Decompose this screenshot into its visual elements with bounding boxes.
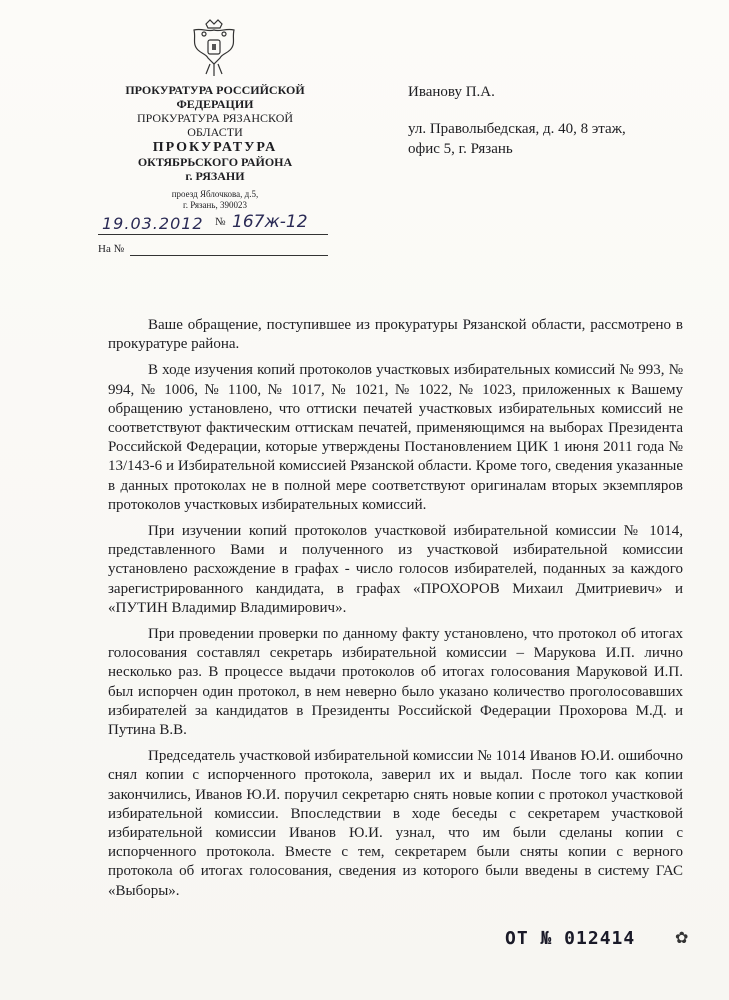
org-address-2: г. Рязань, 390023 bbox=[183, 200, 247, 210]
handwritten-date: 19.03.2012 bbox=[102, 214, 204, 233]
serial-number: ОТ № 012414 bbox=[505, 928, 636, 949]
paragraph-1: Ваше обращение, поступившее из прокуратуры Рязанской области, рассмотрено в прокуратуре района. bbox=[108, 317, 683, 353]
coat-of-arms-icon bbox=[188, 18, 240, 78]
addressee-address-2: офис 5, г. Рязань bbox=[408, 141, 513, 157]
addressee-name: Иванову П.А. bbox=[408, 84, 495, 100]
reference-underline bbox=[130, 255, 328, 256]
handwritten-number: 167ж-12 bbox=[232, 212, 308, 232]
organization-header bbox=[100, 83, 330, 211]
number-label: № bbox=[215, 216, 226, 228]
addressee-address-1: ул. Праволыбедская, д. 40, 8 этаж, bbox=[408, 121, 626, 137]
paragraph-2: В ходе изучения копий протоколов участковых избирательных комиссий № 993, № 994, № 1006, № 1100, № 1017, № 1021, № 1022, № 1023, приложенных к Вашему обращению установлено, что оттиски печатей участковых избирательных комиссий не соответствуют фактическим оттискам печатей, применяющимся на выборах Президента Российской Федерации, которые утверждены Постановлением ЦИК 1 июня 2011 года № 13/143-6 и Избирательной комиссией Рязанской области. Кроме того, сведения указанные в данных протоколах не в полной мере соответствуют оригиналам вторых экземпляров протоколов участковых избирательных комиссий. bbox=[108, 362, 683, 513]
date-underline bbox=[98, 234, 328, 235]
paragraph-5: Председатель участковой избирательной комиссии № 1014 Иванов Ю.И. ошибочно снял копии с испорченного протокола, заверил их и выдал. После того как копии закончились, Иванов Ю.И. поручил секретарю снять новые копии с протокол участковой избирательной комиссии. Впоследствии в ходе беседы с секретарем участковой избирательной комиссии Иванов Ю.И. узнал, что им были сделаны копии с испорченного протокола. Вместе с тем, секретарем были сняты копии с верного протокола об итогах голосования, сведения из которого были введены в систему ГАС «Выборы». bbox=[108, 748, 683, 899]
flower-ornament-icon: ✿ bbox=[675, 930, 689, 947]
org-line-5: ПРОКУРАТУРА bbox=[152, 140, 278, 155]
reference-label: На № bbox=[98, 243, 125, 255]
letter-body bbox=[108, 316, 683, 908]
org-line-2: ФЕДЕРАЦИИ bbox=[176, 97, 254, 111]
org-line-1: ПРОКУРАТУРА РОССИЙСКОЙ bbox=[125, 83, 305, 97]
addressee-block bbox=[408, 82, 626, 159]
org-line-4: ОБЛАСТИ bbox=[187, 125, 243, 139]
org-address-1: проезд Яблочкова, д.5, bbox=[171, 189, 259, 199]
paragraph-3: При изучении копий протоколов участковой избирательной комиссии № 1014, представленного Вами и полученного из участковой избирательной комиссии установлено расхождение в графах - число голосов избирателей, поданных за каждого зарегистрированного кандидата, в графах «ПРОХОРОВ Михаил Дмитриевич» и «ПУТИН Владимир Владимирович». bbox=[108, 523, 683, 616]
paragraph-4: При проведении проверки по данному факту установлено, что протокол об итогах голосования составлял секретарь избирательной комиссии – Марукова И.П. лично несколько раз. В процессе выдачи протоколов об итогах голосования Маруковой И.П. был испорчен один протокол, в нем неверно было указано количество проголосовавших избирателей за кандидатов в Президенты Российской Федерации Прохорова М.Д. и Путина В.В. bbox=[108, 626, 683, 739]
org-line-7: г. РЯЗАНИ bbox=[185, 169, 245, 183]
org-line-3: ПРОКУРАТУРА РЯЗАНСКОЙ bbox=[136, 111, 294, 125]
org-line-6: ОКТЯБРЬСКОГО РАЙОНА bbox=[137, 155, 293, 169]
